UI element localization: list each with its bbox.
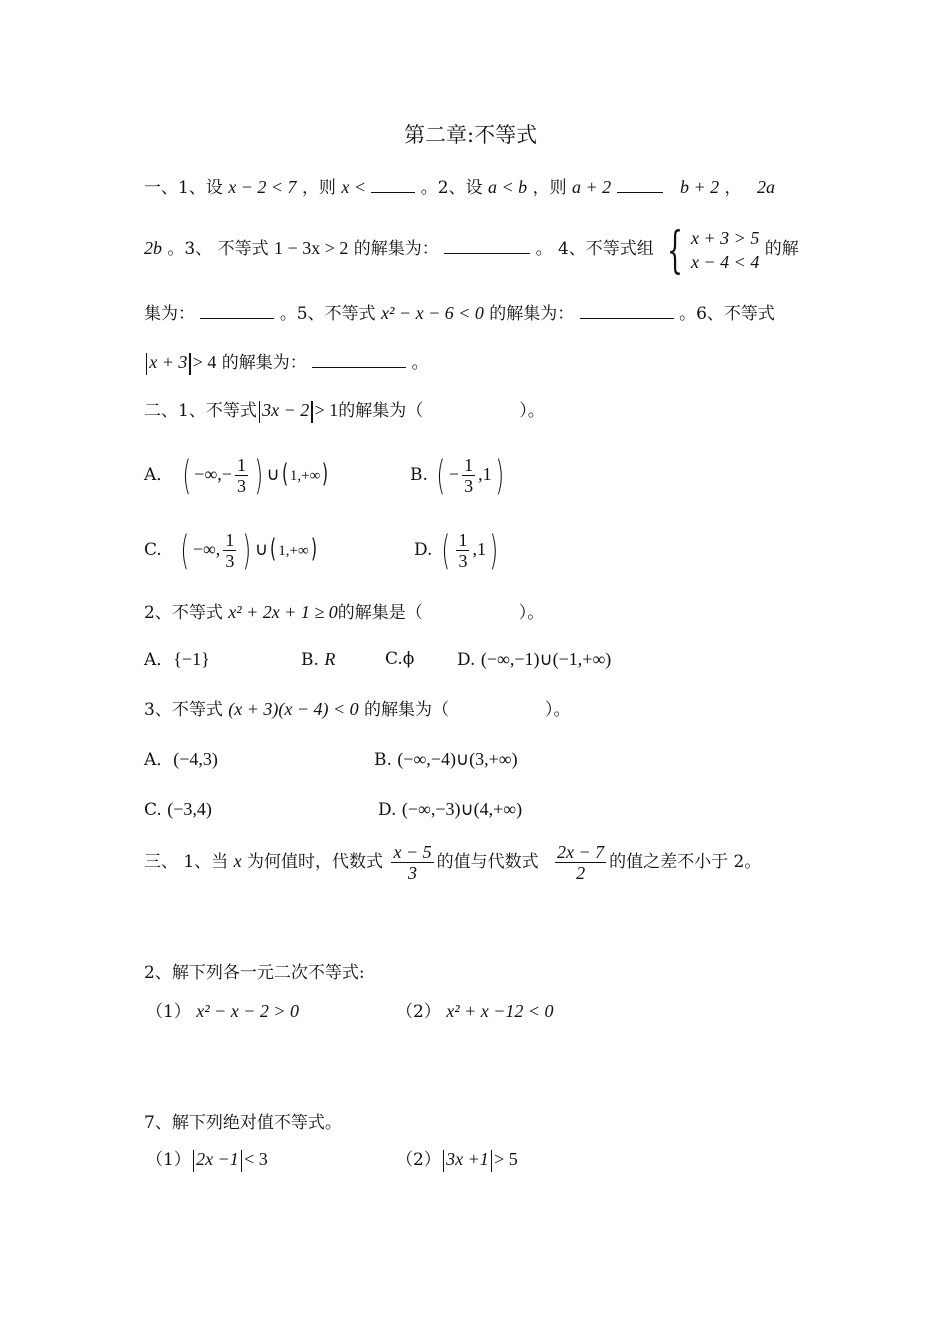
- option-label: C.: [144, 800, 162, 820]
- text: 三、 1、当: [144, 852, 229, 872]
- text: 的解集是（: [337, 603, 423, 623]
- paren-icon: (: [436, 452, 446, 499]
- part3-q2-stem: 2、解下列各一元二次不等式:: [144, 963, 365, 983]
- sub-label: （2）: [396, 1150, 441, 1170]
- text: 的值与代数式: [436, 852, 539, 872]
- math-expr: ,1: [472, 539, 486, 559]
- text: ，则: [301, 178, 336, 198]
- math-expr: x <: [341, 177, 366, 197]
- inequality-system: [691, 226, 759, 274]
- math-expr: 1,+∞: [289, 468, 321, 484]
- paren-icon: ): [310, 534, 317, 564]
- text: 集为：: [144, 304, 195, 324]
- option-label: B.: [301, 650, 319, 670]
- union-symbol: ∪: [254, 539, 269, 559]
- fraction: $\frac{1}{3}$: [458, 530, 468, 571]
- text: 。2、设: [420, 178, 483, 198]
- math-expr: 1 − 3x > 2: [274, 238, 349, 258]
- option-d[interactable]: [414, 527, 502, 572]
- union-symbol: ∪: [266, 464, 280, 484]
- option-c[interactable]: [144, 527, 319, 573]
- paren-icon: ): [489, 527, 499, 574]
- math-expr: b + 2: [679, 177, 720, 197]
- paren-icon: (: [281, 459, 288, 489]
- math-expr: < 3: [244, 1149, 268, 1169]
- part2-q2-stem: [144, 601, 544, 624]
- math-expr: x² − x − 2 > 0: [196, 1001, 300, 1021]
- fraction: $\frac{1}{3}$: [236, 455, 246, 496]
- text: ）。: [545, 700, 571, 720]
- math-expr: −∞,: [192, 539, 221, 559]
- part1-line1: [144, 176, 775, 199]
- text: 。6、不等式: [679, 304, 775, 324]
- option-a[interactable]: [144, 648, 210, 671]
- text: 为何值时，代数式: [247, 852, 384, 872]
- math-expr: a < b: [488, 177, 528, 197]
- math-expr: R: [324, 649, 336, 669]
- text: 的值之差不小于 2。: [609, 852, 762, 872]
- option-c[interactable]: [385, 648, 414, 670]
- text: 的解集为（: [364, 700, 450, 720]
- option-label: C.: [144, 540, 162, 560]
- math-expr: 3x +1: [446, 1149, 489, 1169]
- math-expr: x: [233, 851, 242, 871]
- abs-bar: [443, 1150, 444, 1172]
- part1-line3: [144, 302, 775, 325]
- math-expr: 1,+∞: [278, 543, 309, 559]
- part3-q2-sub1: [146, 1000, 299, 1023]
- paren-icon: ): [322, 459, 329, 489]
- abs-bar: [241, 1150, 242, 1172]
- part3-q1: [144, 838, 761, 885]
- text: ，: [724, 178, 742, 198]
- text: ）。: [519, 401, 545, 421]
- text: 。 4、不等式组: [535, 239, 654, 259]
- abs-bar: [311, 401, 312, 423]
- option-d[interactable]: [378, 798, 522, 821]
- abs-bar: [259, 401, 260, 423]
- sub-label: （1）: [146, 1150, 191, 1170]
- fraction: $\frac{1}{3}$: [225, 530, 235, 571]
- option-c[interactable]: [144, 798, 212, 821]
- answer-blank: [444, 237, 530, 254]
- page-title: 第二章:不等式: [404, 123, 538, 147]
- system-row: x − 4 < 4: [691, 251, 760, 272]
- paren-icon: (: [270, 534, 277, 564]
- text: 的解集为：: [489, 304, 575, 324]
- fraction: $\frac{2x - 7}{2}$: [557, 842, 605, 883]
- paren-icon: (: [180, 527, 190, 574]
- math-expr: x − 2 < 7: [228, 177, 297, 197]
- text: 的解集为（: [338, 401, 424, 421]
- abs-bar: [193, 1150, 194, 1172]
- text: 。5、不等式: [279, 304, 376, 324]
- math-expr: −: [448, 464, 460, 484]
- union-symbol: ∪: [539, 649, 553, 669]
- part3-q7-stem: 7、解下列绝对值不等式。: [144, 1113, 342, 1133]
- math-expr: > 5: [494, 1149, 518, 1169]
- math-expr: x² − x − 6 < 0: [381, 303, 484, 323]
- paren-icon: ): [254, 452, 264, 499]
- fraction: $\frac{1}{3}$: [464, 455, 474, 496]
- text: 一、1、设: [144, 178, 223, 198]
- part3-q2-sub2: [396, 1000, 554, 1023]
- part2-q1-stem: [144, 399, 545, 423]
- math-expr: −∞,−: [194, 464, 232, 484]
- part1-line2: [144, 220, 799, 279]
- text: 二、1、不等式: [144, 401, 257, 421]
- math-expr: (−1,+∞): [552, 649, 612, 669]
- option-label: A．: [144, 650, 174, 670]
- paren-icon: (: [182, 452, 191, 499]
- part3-q7-sub2: [396, 1148, 518, 1172]
- math-expr: (−∞,−3)∪(4,+∞): [401, 799, 523, 819]
- math-expr: > 1: [314, 400, 339, 420]
- math-expr: 2a: [756, 177, 775, 197]
- paren-icon: ): [495, 452, 504, 499]
- text: 。: [411, 353, 429, 373]
- option-label: D.: [378, 800, 397, 820]
- fraction: $\frac{x - 5}{3}$: [393, 842, 432, 883]
- math-expr: (−∞,−4)∪(3,+∞): [397, 749, 518, 769]
- text: 。3、 不等式: [167, 239, 269, 259]
- math-expr: x² + 2x + 1 ≥ 0: [228, 602, 338, 622]
- text: 的解集为：: [353, 239, 439, 259]
- math-expr: (−4,3): [173, 749, 218, 769]
- text: ，则: [532, 178, 567, 198]
- option-label: B.: [374, 750, 392, 770]
- math-expr: x + 3: [149, 352, 188, 372]
- option-b[interactable]: [301, 648, 335, 671]
- text: 3、不等式: [144, 700, 223, 720]
- math-expr: a + 2: [572, 177, 612, 197]
- text: 的解集为：: [221, 353, 307, 373]
- option-d[interactable]: [457, 648, 611, 671]
- part1-line4: [144, 351, 429, 375]
- sub-label: （2）: [396, 1002, 441, 1022]
- option-b[interactable]: [410, 452, 507, 497]
- math-expr: x² + x −12 < 0: [446, 1001, 554, 1021]
- math-expr: 2x −1: [196, 1149, 239, 1169]
- answer-blank: [617, 176, 663, 193]
- option-a[interactable]: [144, 748, 218, 771]
- text: ）。: [518, 603, 545, 623]
- math-expr: ,1: [478, 464, 492, 484]
- option-b[interactable]: [374, 748, 518, 771]
- sub-label: （1）: [146, 1002, 191, 1022]
- part3-q7-sub1: [146, 1148, 268, 1172]
- paren-icon: ): [242, 527, 252, 574]
- abs-bar: [146, 353, 147, 375]
- system-row: x + 3 > 5: [691, 227, 760, 248]
- math-expr: (x + 3)(x − 4) < 0: [228, 699, 359, 719]
- text: 2、不等式: [144, 603, 223, 623]
- math-expr: (−3,4): [167, 799, 212, 819]
- paren-icon: (: [441, 527, 450, 574]
- answer-blank: [312, 351, 406, 368]
- part2-q3-stem: [144, 698, 571, 721]
- abs-bar: [189, 353, 190, 375]
- answer-blank: [371, 176, 415, 193]
- option-label: C.ϕ: [385, 649, 415, 669]
- math-expr: 3x − 2: [262, 400, 310, 420]
- answer-blank: [200, 302, 274, 319]
- option-label: D.: [414, 540, 433, 560]
- option-label: A．: [144, 750, 174, 770]
- math-expr: > 4: [192, 352, 217, 372]
- text: 的解: [764, 239, 799, 259]
- answer-blank: [580, 302, 674, 319]
- brace-icon: {: [667, 220, 684, 279]
- abs-bar: [491, 1150, 492, 1172]
- option-label: D.: [457, 650, 476, 670]
- option-label: A．: [144, 465, 174, 485]
- math-expr: {−1}: [173, 649, 210, 669]
- math-expr: 2b: [144, 238, 162, 258]
- option-label: B.: [410, 465, 428, 485]
- math-expr: (−∞,−1): [480, 649, 540, 669]
- option-a[interactable]: [144, 452, 330, 498]
